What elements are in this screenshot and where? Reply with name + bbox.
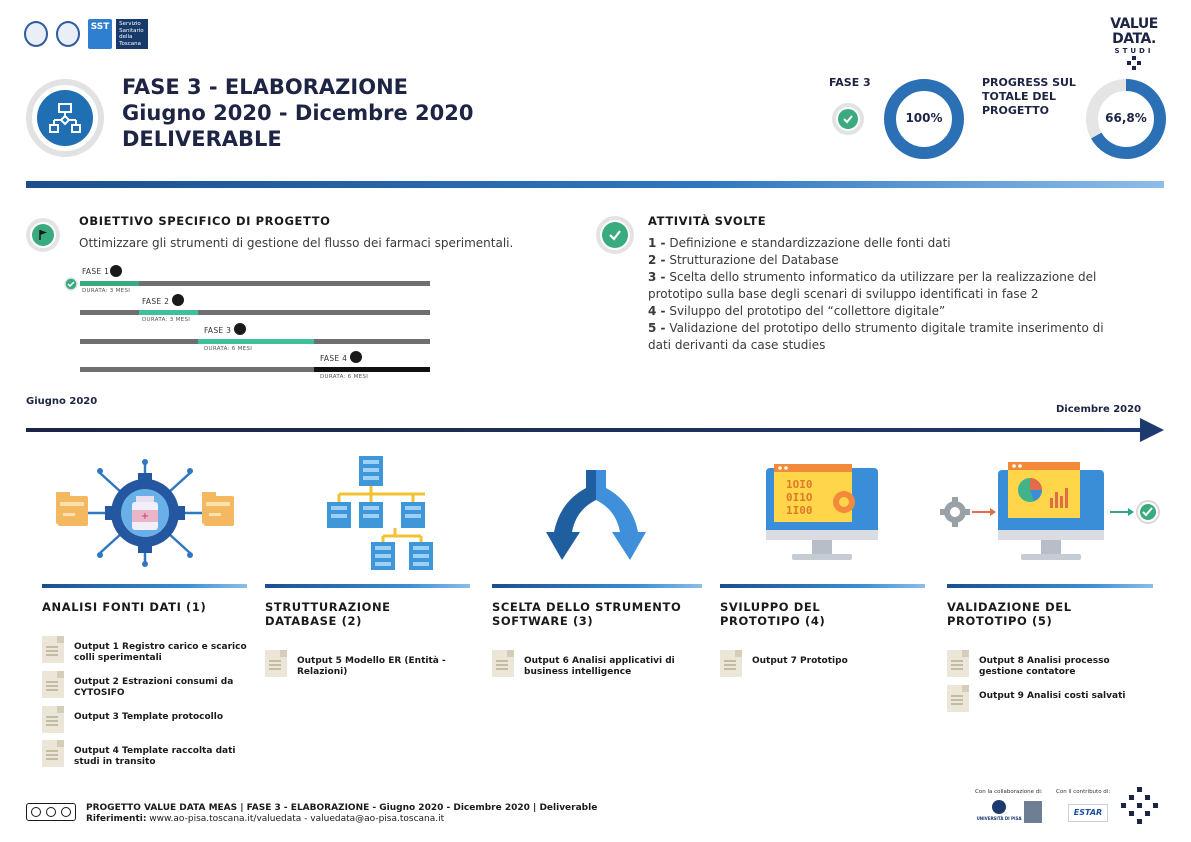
output-text: Output 4 Template raccolta dati studi in transito: [74, 746, 236, 767]
brand-line-1: VALUE: [1110, 16, 1158, 32]
activity-num: 5 -: [648, 321, 666, 335]
svg-text:1I00: 1I00: [786, 504, 813, 517]
university-seal-logo: [24, 21, 48, 47]
data-analysis-icon: [50, 458, 240, 568]
gantt-duration-fase-1: DURATA: 3 MESI: [82, 288, 131, 294]
title-dates: Giugno 2020 - Dicembre 2020: [122, 101, 474, 125]
creative-commons-badge: [26, 803, 76, 821]
cc-nc-icon: [61, 807, 71, 817]
output-text: Output 3 Template protocollo: [74, 712, 224, 722]
gantt-icon-fase-1: [110, 265, 122, 277]
activity-num: 1 -: [648, 236, 666, 250]
value-data-studi-logo: [1104, 17, 1164, 74]
activities-badge: [596, 216, 634, 254]
phase-progress-value: 100%: [905, 111, 943, 125]
code-monitor-icon: [762, 458, 882, 568]
document-icon: [42, 636, 64, 663]
gantt-fill-fase-2: [139, 310, 198, 315]
objective-badge: [26, 218, 60, 252]
brand-dots-icon: [1127, 56, 1141, 70]
output-item: [42, 740, 247, 768]
unipi-text: UNIVERSITÀ DI PISA: [976, 816, 1022, 821]
gantt-done-check-icon: [64, 277, 78, 291]
activity-num: 2 -: [648, 253, 666, 267]
gantt-fill-fase-1: [80, 281, 139, 286]
column-rule: [492, 584, 702, 588]
timeline-arrow: [26, 418, 1166, 442]
document-icon: [947, 685, 969, 712]
dashboard-monitor-icon: [938, 458, 1163, 568]
brand-line-2: DATA.: [1112, 31, 1156, 47]
activity-text: Strutturazione del Database: [665, 253, 839, 267]
gantt-track-fase-2: [80, 310, 430, 315]
output-item: [947, 650, 1153, 678]
column-validazione-prototipo: [947, 584, 1153, 712]
flowchart-icon: [48, 101, 82, 135]
output-text: Output 7 Prototipo: [752, 656, 848, 666]
document-icon: [42, 740, 64, 767]
phase-progress-label: FASE 3: [829, 76, 871, 89]
collaboration-label: Con la collaborazione di:: [975, 789, 1043, 795]
database-structure-icon: [325, 456, 435, 571]
activity-num: 4 -: [648, 304, 666, 318]
cc-by-icon: [46, 807, 56, 817]
column-rule: [947, 584, 1153, 588]
activities-list: [648, 235, 1118, 354]
activity-text: Sviluppo del prototipo del “collettore digitale”: [665, 304, 946, 318]
output-text: Output 6 Analisi applicativi di business intelligence: [524, 656, 675, 677]
column-rule: [42, 584, 247, 588]
header-divider: [26, 181, 1164, 188]
activity-text: Scelta dello strumento informatico da utilizzare per la realizzazione del prototipo sulla base degli scenari di sviluppo identificati in fase 2: [648, 270, 1097, 301]
column-title: VALIDAZIONE DEL PROTOTIPO (5): [947, 600, 1072, 628]
brand-line-3: STUDI: [1114, 47, 1154, 55]
output-item: [720, 650, 925, 677]
svg-text:1OI0: 1OI0: [786, 478, 813, 491]
column-title: STRUTTURAZIONE DATABASE (2): [265, 600, 391, 628]
column-rule: [720, 584, 925, 588]
svg-text:+: +: [140, 511, 150, 522]
check-icon: [842, 113, 854, 125]
column-title: ANALISI FONTI DATI (1): [42, 600, 207, 614]
activity-item: [648, 303, 1118, 320]
cc-icon: [31, 807, 41, 817]
footer-ref-text: www.ao-pisa.toscana.it/valuedata - valuedata@ao-pisa.toscana.it: [146, 814, 445, 824]
check-icon: [608, 228, 622, 242]
phase-gantt-chart: [60, 262, 440, 382]
total-progress-value: 66,8%: [1105, 111, 1147, 125]
output-item: [42, 671, 247, 699]
activity-item: [648, 252, 1118, 269]
column-scelta-strumento: [492, 584, 702, 678]
estar-logo: ESTAR: [1068, 804, 1108, 822]
phase-icon-badge: [26, 79, 104, 157]
footer-title: PROGETTO VALUE DATA MEAS | FASE 3 - ELABORAZIONE - Giugno 2020 - Dicembre 2020 | Deliverable: [86, 803, 598, 813]
gantt-duration-fase-2: DURATA: 3 MESI: [142, 317, 191, 323]
gear-icon: [940, 497, 970, 527]
objective-text: Ottimizzare gli strumenti di gestione del flusso dei farmaci sperimentali.: [79, 236, 514, 250]
title-deliverable: DELIVERABLE: [122, 127, 282, 151]
objective-heading: OBIETTIVO SPECIFICO DI PROGETTO: [79, 214, 331, 228]
document-icon: [492, 650, 514, 677]
gantt-label-fase-2: FASE 2: [142, 297, 170, 306]
phase-complete-check: [832, 103, 864, 135]
activities-heading: ATTIVITÀ SVOLTE: [648, 214, 767, 228]
document-icon: [42, 671, 64, 698]
gantt-fill-fase-3: [198, 339, 314, 344]
document-icon: [42, 706, 64, 733]
sst-text: Servizio Sanitario della Toscana: [116, 19, 148, 49]
gantt-label-fase-3: FASE 3: [204, 326, 232, 335]
column-analisi-fonti: [42, 584, 247, 768]
gantt-icon-fase-3: [234, 323, 246, 335]
title-phase: FASE 3 - ELABORAZIONE: [122, 75, 408, 99]
output-item: [492, 650, 702, 678]
footer-ref-label: Riferimenti:: [86, 814, 147, 824]
unipi-logo: [976, 800, 1022, 821]
gantt-label-fase-1: FASE 1: [82, 267, 110, 276]
gantt-fill-fase-4: [314, 367, 430, 372]
page-title: [122, 74, 473, 152]
total-progress-label: PROGRESS SUL TOTALE DEL PROGETTO: [982, 76, 1076, 117]
timeline-start-label: Giugno 2020: [26, 396, 98, 407]
output-item: [265, 650, 470, 678]
gantt-label-fase-4: FASE 4: [320, 354, 348, 363]
output-item: [42, 706, 247, 733]
partner-logos: [24, 19, 148, 49]
sst-badge: SST: [88, 19, 112, 49]
column-title: SCELTA DELLO STRUMENTO SOFTWARE (3): [492, 600, 682, 628]
activity-text: Definizione e standardizzazione delle fonti dati: [665, 236, 951, 250]
activity-item: [648, 235, 1118, 252]
gantt-icon-fase-2: [172, 294, 184, 306]
activity-text: Validazione del prototipo dello strumento digitale tramite inserimento di dati derivanti da case studies: [648, 321, 1104, 352]
output-text: Output 2 Estrazioni consumi da CYTOSIFO: [74, 677, 234, 698]
partner-building-logo: [1024, 801, 1042, 823]
output-text: Output 1 Registro carico e scarico colli sperimentali: [74, 642, 247, 663]
column-rule: [265, 584, 470, 588]
gantt-duration-fase-3: DURATA: 6 MESI: [204, 346, 253, 352]
svg-text:0I1O: 0I1O: [786, 491, 813, 504]
gantt-duration-fase-4: DURATA: 6 MESI: [320, 374, 369, 380]
split-arrows-icon: [546, 466, 646, 566]
activity-item: [648, 269, 1118, 303]
output-item: [947, 685, 1153, 712]
sst-logo: [88, 19, 148, 49]
document-icon: [265, 650, 287, 677]
value-data-mark-icon: [1120, 786, 1160, 826]
column-sviluppo-prototipo: [720, 584, 925, 677]
timeline-end-label: Dicembre 2020: [1056, 404, 1142, 415]
output-text: Output 5 Modello ER (Entità - Relazioni): [297, 656, 446, 677]
output-item: [42, 636, 247, 664]
activity-num: 3 -: [648, 270, 666, 284]
output-text: Output 8 Analisi processo gestione contatore: [979, 656, 1110, 677]
column-strutturazione-database: [265, 584, 470, 678]
activity-item: [648, 320, 1118, 354]
document-icon: [947, 650, 969, 677]
hospital-seal-logo: [56, 21, 80, 47]
column-title: SVILUPPO DEL PROTOTIPO (4): [720, 600, 826, 628]
footer-references: [86, 813, 444, 825]
flag-icon: [37, 229, 49, 241]
contribution-label: Con il contributo di:: [1056, 789, 1111, 795]
gantt-icon-fase-4: [350, 351, 362, 363]
document-icon: [720, 650, 742, 677]
output-text: Output 9 Analisi costi salvati: [979, 691, 1126, 701]
